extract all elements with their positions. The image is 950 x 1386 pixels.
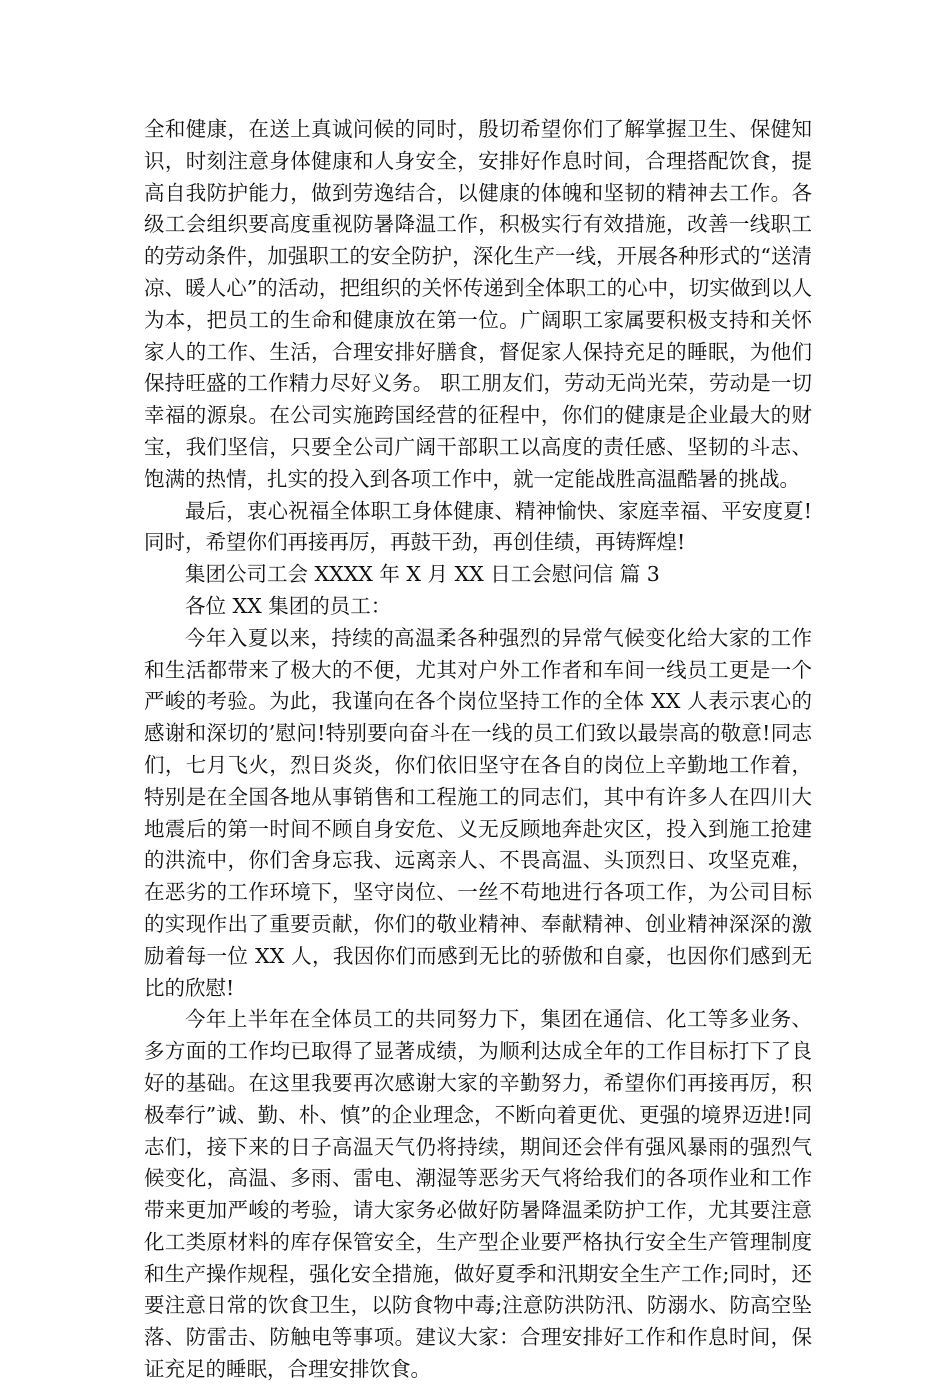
salutation: 各位 XX 集团的员工： [185,593,392,618]
body-paragraph-closing-wishes: 最后，衷心祝福全体职工身体健康、精神愉快、家庭幸福、平安度夏!同时，希望你们再接再厉，再鼓干劲，再创佳绩，再铸辉煌! [144,498,812,555]
document-page [144,114,812,1386]
body-paragraph-safety-advice: 今年上半年在全体员工的共同努力下，集团在通信、化工等多业务、多方面的工作均已取得了显著成绩，为顺利达成全年的工作目标打下了良好的基础。在这里我要再次感谢大家的辛勤努力，希望你们再接再厉，积极奉行”诚、勤、朴、慎”的企业理念，不断向着更优、更强的境界迈进!同志们，接下来的日子高温天气仍将持续，期间还会伴有强风暴雨的强烈气候变化，高温、多雨、雷电、潮湿等恶劣天气将给我们的各项作业和工作带来更加严峻的考验，请大家务必做好防暑降温柔防护工作，尤其要注意化工类原材料的库存保管安全，生产型企业要严格执行安全生产管理制度和生产操作规程，强化安全措施，做好夏季和汛期安全生产工作;同时，还要注意日常的饮食卫生，以防食物中毒;注意防洪防汛、防溺水、防高空坠落、防雷击、防触电等事项。建议大家：合理安排好工作和作息时间，保证充足的睡眠，合理安排饮食。 [144,1007,812,1382]
body-paragraph-summer-thanks: 今年入夏以来，持续的高温柔各种强烈的异常气候变化给大家的工作和生活都带来了极大的不便，尤其对户外工作者和车间一线员工更是一个严峻的考验。为此，我谨向在各个岗位坚持工作的全体 XX 人表示衷心的感谢和深切的’慰问!特别要向奋斗在一线的员工们致以最崇高的敬意!同志们，七月飞火，烈日炎炎，你们依旧坚守在各自的岗位上辛勤地工作着，特别是在全国各地从事销售和工程施工的同志们，其中有许多人在四川大地震后的第一时间不顾自身安危、义无反顾地奔赴灾区，投入到施工抢建的洪流中，你们舍身忘我、远离亲人、不畏高温、头顶烈日、攻坚克难，在恶劣的工作环境下，坚守岗位、一丝不苟地进行各项工作，为公司目标的实现作出了重要贡献，你们的敬业精神、奉献精神、创业精神深深的激励着每一位 XX 人，我因你们而感到无比的骄傲和自豪，也因你们感到无比的欣慰! [144,625,812,1000]
section-heading-letter-3: 集团公司工会 XXXX 年 X 月 XX 日工会慰问信 篇 3 [185,562,660,587]
body-paragraph-health-care: 全和健康，在送上真诚问候的同时，殷切希望你们了解掌握卫生、保健知识，时刻注意身体健康和人身安全，安排好作息时间，合理搭配饮食，提高自我防护能力，做到劳逸结合，以健康的体魄和坚韧的精神去工作。各级工会组织要高度重视防暑降温工作，积极实行有效措施，改善一线职工的劳动条件，加强职工的安全防护，深化生产一线，开展各种形式的“送清凉、暖人心”的活动，把组织的关怀传递到全体职工的心中，切实做到以人为本，把员工的生命和健康放在第一位。广阔职工家属要积极支持和关怀家人的工作、生活，合理安排好膳食，督促家人保持充足的睡眠，为他们保持旺盛的工作精力尽好义务。 职工朋友们，劳动无尚光荣，劳动是一切幸福的源泉。在公司实施跨国经营的征程中，你们的健康是企业最大的财宝，我们坚信，只要全公司广阔干部职工以高度的责任感、坚韧的斗志、饱满的热情，扎实的投入到各项工作中，就一定能战胜高温酷暑的挑战。 [144,117,812,491]
